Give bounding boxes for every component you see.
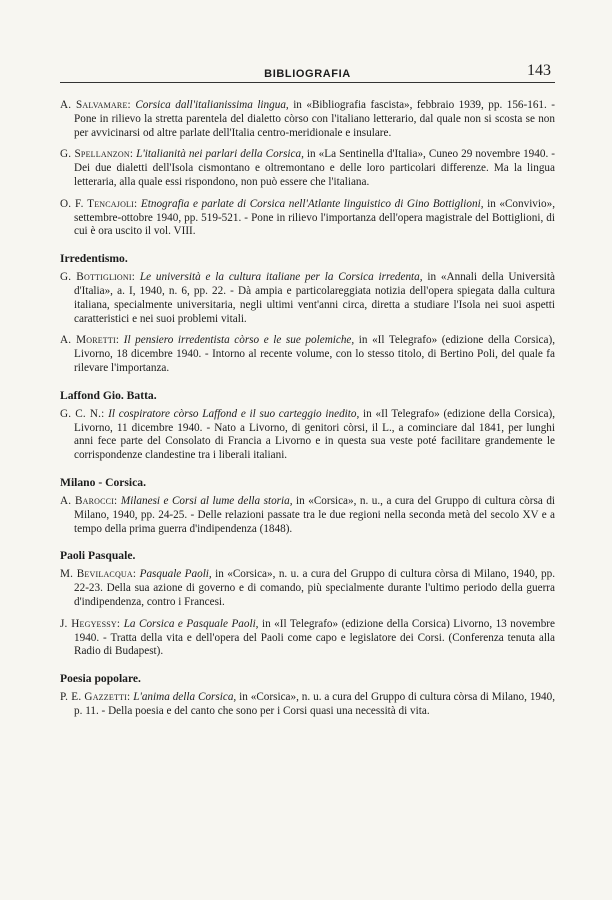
bibliography-entry: [60, 618, 555, 659]
entry-text: in «Annali della Università d'Italia», a. I, 1940, n. 6, pp. 22. - Dà ampia e particolareggiata notizia dell'opera spiegata dalla cultura italiana, specialmente universitaria, negli ultimi vent'anni circa, diretta a studiare l'Isola nei suoi aspetti caratteristici e nei suoi problemi vitali.: [74, 271, 555, 325]
entry-text: in «Corsica», n. u. a cura del Gruppo di cultura còrsa di Milano, 1940, pp. 22-23. Della sua azione di governo e di comando, più specialmente durante l'ultimo periodo della guerra d'indipendenza, contro i Francesi.: [74, 568, 556, 608]
entry-title: Il cospiratore còrso Laffond e il suo carteggio inedito,: [108, 407, 360, 420]
entry-text: in «Il Telegrafo» (edizione della Corsica), Livorno, 18 dicembre 1940. - Intorno al recente volume, con lo stesso titolo, di Bertino Poli, del quale fa rilevare l'importanza.: [74, 334, 556, 374]
entry-text: in «Il Telegrafo» (edizione della Corsica) Livorno, 13 novembre 1940. - Tratta della vita e dell'opera del Paoli come capo e legislatore dei Corsi. (Conferenza tenuta alla Radio di Budapest).: [74, 617, 555, 658]
bibliography-entry: [60, 271, 555, 326]
entry-text: in «Bibliografia fascista», febbraio 1939, pp. 156-161. - Pone in rilievo la stretta parentela del dialetto còrso con l'italiano letterario, dal quale non si scosta se non per avvicinarsi od altre parlate dell'Italia centro-meridionale e insulare.: [74, 99, 556, 139]
bibliography-entry: [60, 334, 555, 375]
entry-title: Milanesi e Corsi al lume della storia,: [120, 494, 293, 507]
bibliography-entry: [60, 198, 555, 239]
entry-title: Il pensiero irredentista còrso e le sue polemiche,: [123, 334, 355, 347]
entry-author: J. Hegyessy:: [60, 617, 121, 630]
bibliography-entry: [60, 148, 555, 189]
bibliography-entry: [60, 408, 555, 463]
entry-author: A. Salvamare:: [60, 99, 131, 111]
bibliography-entry: [60, 568, 555, 609]
entry-title: La Corsica e Pasquale Paoli,: [123, 617, 259, 630]
section-heading-irredentismo: Irredentismo.: [60, 252, 128, 266]
bibliography-entry: [60, 99, 555, 140]
section-heading-poesia-popolare: Poesia popolare.: [60, 672, 141, 686]
running-title: BIBLIOGRAFIA: [264, 68, 351, 80]
entry-author: G. Bottiglioni:: [60, 271, 136, 284]
page-number: 143: [527, 62, 551, 79]
entry-title: Le università e la cultura italiane per la Corsica irredenta,: [139, 271, 423, 284]
entry-title: Pasquale Paoli,: [139, 568, 212, 581]
entry-title: Corsica dall'italianissima lingua,: [135, 99, 289, 111]
entry-author: P. E. Gazzetti:: [60, 691, 131, 704]
bibliography-entry: [60, 691, 555, 719]
bibliography-entry: [60, 495, 555, 536]
entry-title: L'italianità nei parlari della Corsica,: [136, 148, 304, 161]
book-page: [60, 60, 555, 727]
entry-author: G. C. N.:: [60, 407, 105, 420]
entry-text: in «Corsica», n. u. a cura del Gruppo di cultura còrsa di Milano, 1940, p. 11. - Della poesia e del canto che sono per i Corsi quasi una necessità di vita.: [74, 691, 556, 717]
section-heading-milano-corsica: Milano - Corsica.: [60, 475, 146, 489]
entry-title: L'anima della Corsica,: [133, 691, 237, 704]
entry-author: A. Moretti:: [60, 334, 120, 347]
entry-author: A. Barocci:: [60, 494, 118, 507]
section-heading-paoli: Paoli Pasquale.: [60, 549, 136, 563]
entry-text: in «Corsica», n. u., a cura del Gruppo di cultura còrsa di Milano, 1940, pp. 24-25. - Delle relazioni passate tra le due regioni nella seconda metà del secolo XV e a tempo della prima guerra d'indipendenza (1848).: [74, 494, 556, 535]
page-header: [60, 60, 555, 83]
entry-author: O. F. Tencajoli:: [60, 197, 138, 210]
entry-author: M. Bevilacqua:: [60, 568, 137, 581]
entry-text: in «La Sentinella d'Italia», Cuneo 29 novembre 1940. - Dei due dialetti dell'Isola cismontano e oltremontano e delle loro particolari differenze. Ma la lingua letteraria, alla quale essi rispondono, non può essere che l'italiana.: [74, 148, 556, 188]
page-content: [60, 83, 555, 719]
entry-text: in «Il Telegrafo» (edizione della Corsica), Livorno, 11 dicembre 1940. - Nato a Livorno, di genitori còrsi, il L., a cominciare dal 1841, per lunghi anni fece parte del Consolato di Francia a Livorno e in questa sua veste poté facilitare grandemente le corrispondenze clandestine tra i liberali italiani.: [74, 407, 556, 462]
section-heading-laffond: Laffond Gio. Batta.: [60, 388, 157, 402]
entry-title: Etnografia e parlate di Corsica nell'Atlante linguistico di Gino Bottiglioni,: [140, 197, 484, 210]
entry-author: G. Spellanzon:: [60, 148, 134, 161]
entry-text: in «Convivio», settembre-ottobre 1940, pp. 519-521. - Pone in rilievo l'importanza dell'opera magistrale del Bottiglioni, di cui è ora uscito il vol. VIII.: [74, 197, 555, 238]
